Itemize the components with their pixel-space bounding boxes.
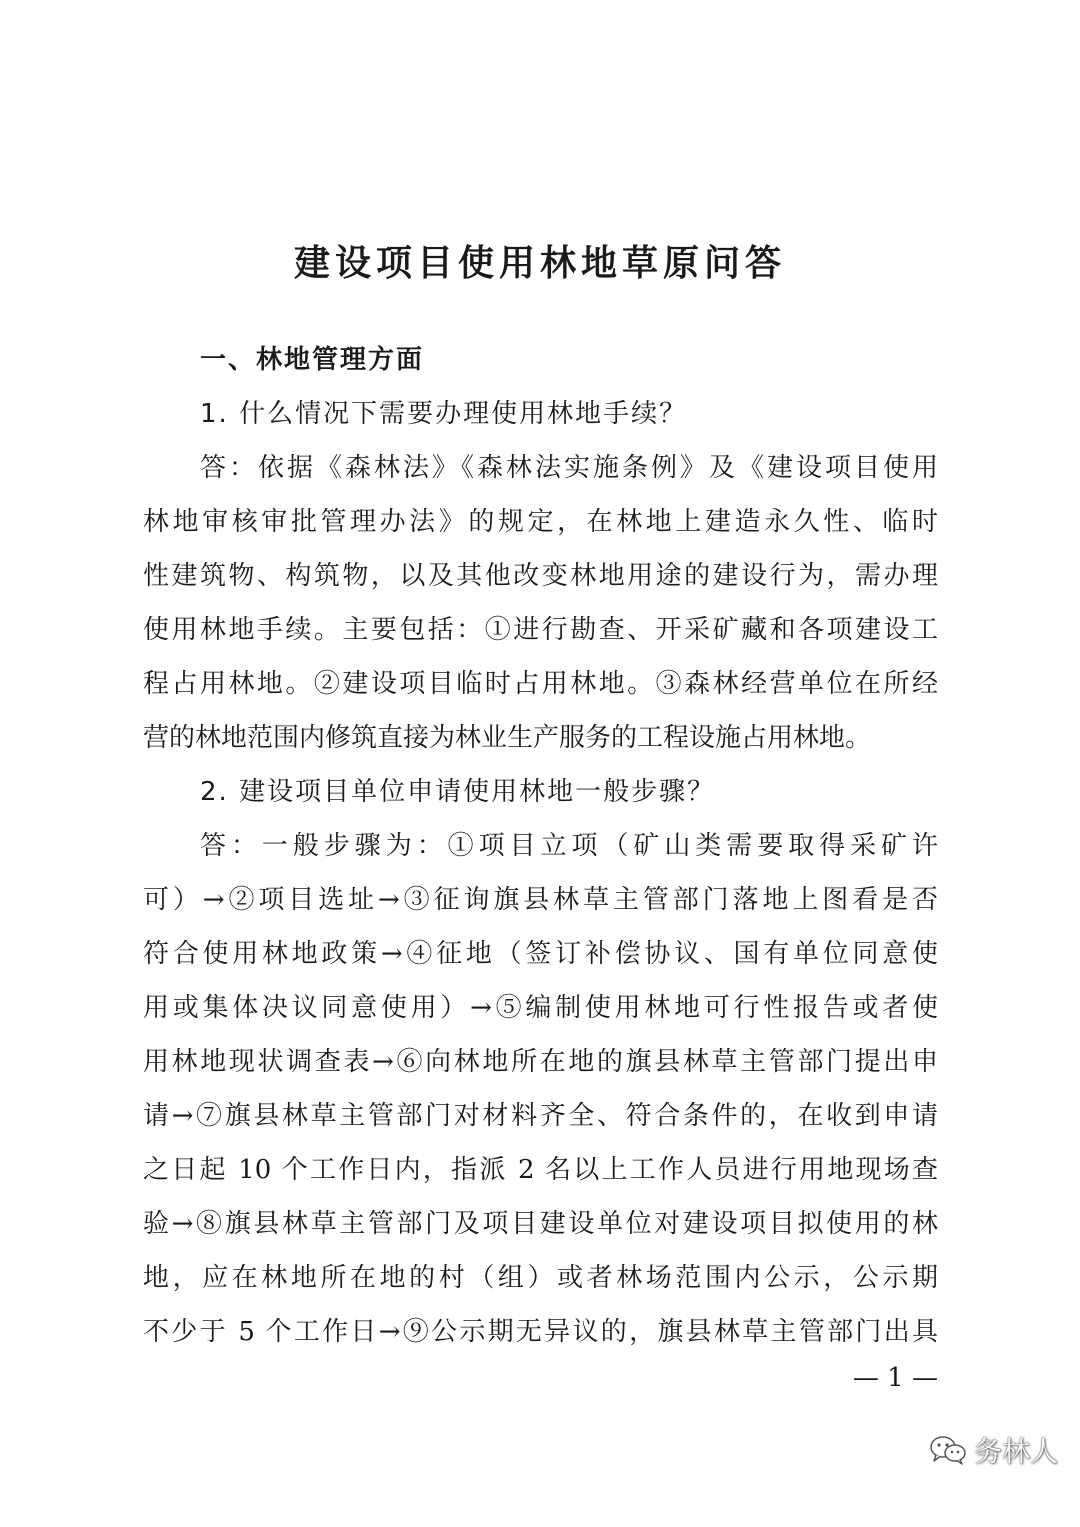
answer-2-line: 之日起 10 个工作日内，指派 2 名以上工作人员进行用地现场查 <box>143 1155 938 1185</box>
answer-2-line: 符合使用林地政策→④征地（签订补偿协议、国有单位同意使 <box>143 939 938 969</box>
answer-1-line: 林地审核审批管理办法》的规定，在林地上建造永久性、临时 <box>143 507 938 537</box>
answer-1-line: 使用林地手续。主要包括：①进行勘查、开采矿藏和各项建设工 <box>143 615 938 645</box>
answer-1-line: 答：依据《森林法》《森林法实施条例》及《建设项目使用 <box>200 453 938 483</box>
question-1: 1. 什么情况下需要办理使用林地手续？ <box>200 399 688 429</box>
page-title: 建设项目使用林地草原问答 <box>293 243 786 284</box>
answer-1-line: 程占用林地。②建设项目临时占用林地。③森林经营单位在所经 <box>143 669 938 699</box>
wechat-icon <box>928 1434 968 1466</box>
answer-1-line: 性建筑物、构筑物，以及其他改变林地用途的建设行为，需办理 <box>143 561 938 591</box>
answer-2-line: 不少于 5 个工作日→⑨公示期无异议的，旗县林草主管部门出具 <box>143 1317 938 1347</box>
answer-2-line: 用或集体决议同意使用）→⑤编制使用林地可行性报告或者使 <box>143 993 938 1023</box>
answer-2-line: 请→⑦旗县林草主管部门对材料齐全、符合条件的，在收到申请 <box>143 1101 938 1131</box>
watermark-text: 务林人 <box>974 1435 1059 1468</box>
page-number: — 1 — <box>852 1363 938 1393</box>
answer-2-line: 验→⑧旗县林草主管部门及项目建设单位对建设项目拟使用的林 <box>143 1209 938 1239</box>
answer-1-line: 营的林地范围内修筑直接为林业生产服务的工程设施占用林地。 <box>143 723 872 753</box>
answer-2-line: 答：一般步骤为：①项目立项（矿山类需要取得采矿许 <box>200 831 938 861</box>
question-2: 2. 建设项目单位申请使用林地一般步骤？ <box>200 777 716 807</box>
answer-2-line: 可）→②项目选址→③征询旗县林草主管部门落地上图看是否 <box>143 885 938 915</box>
answer-2-line: 地，应在林地所在地的村（组）或者林场范围内公示，公示期 <box>143 1263 938 1293</box>
watermark <box>928 1430 1058 1470</box>
section-heading: 一、林地管理方面 <box>200 345 425 375</box>
answer-2-line: 用林地现状调查表→⑥向林地所在地的旗县林草主管部门提出申 <box>143 1047 938 1077</box>
